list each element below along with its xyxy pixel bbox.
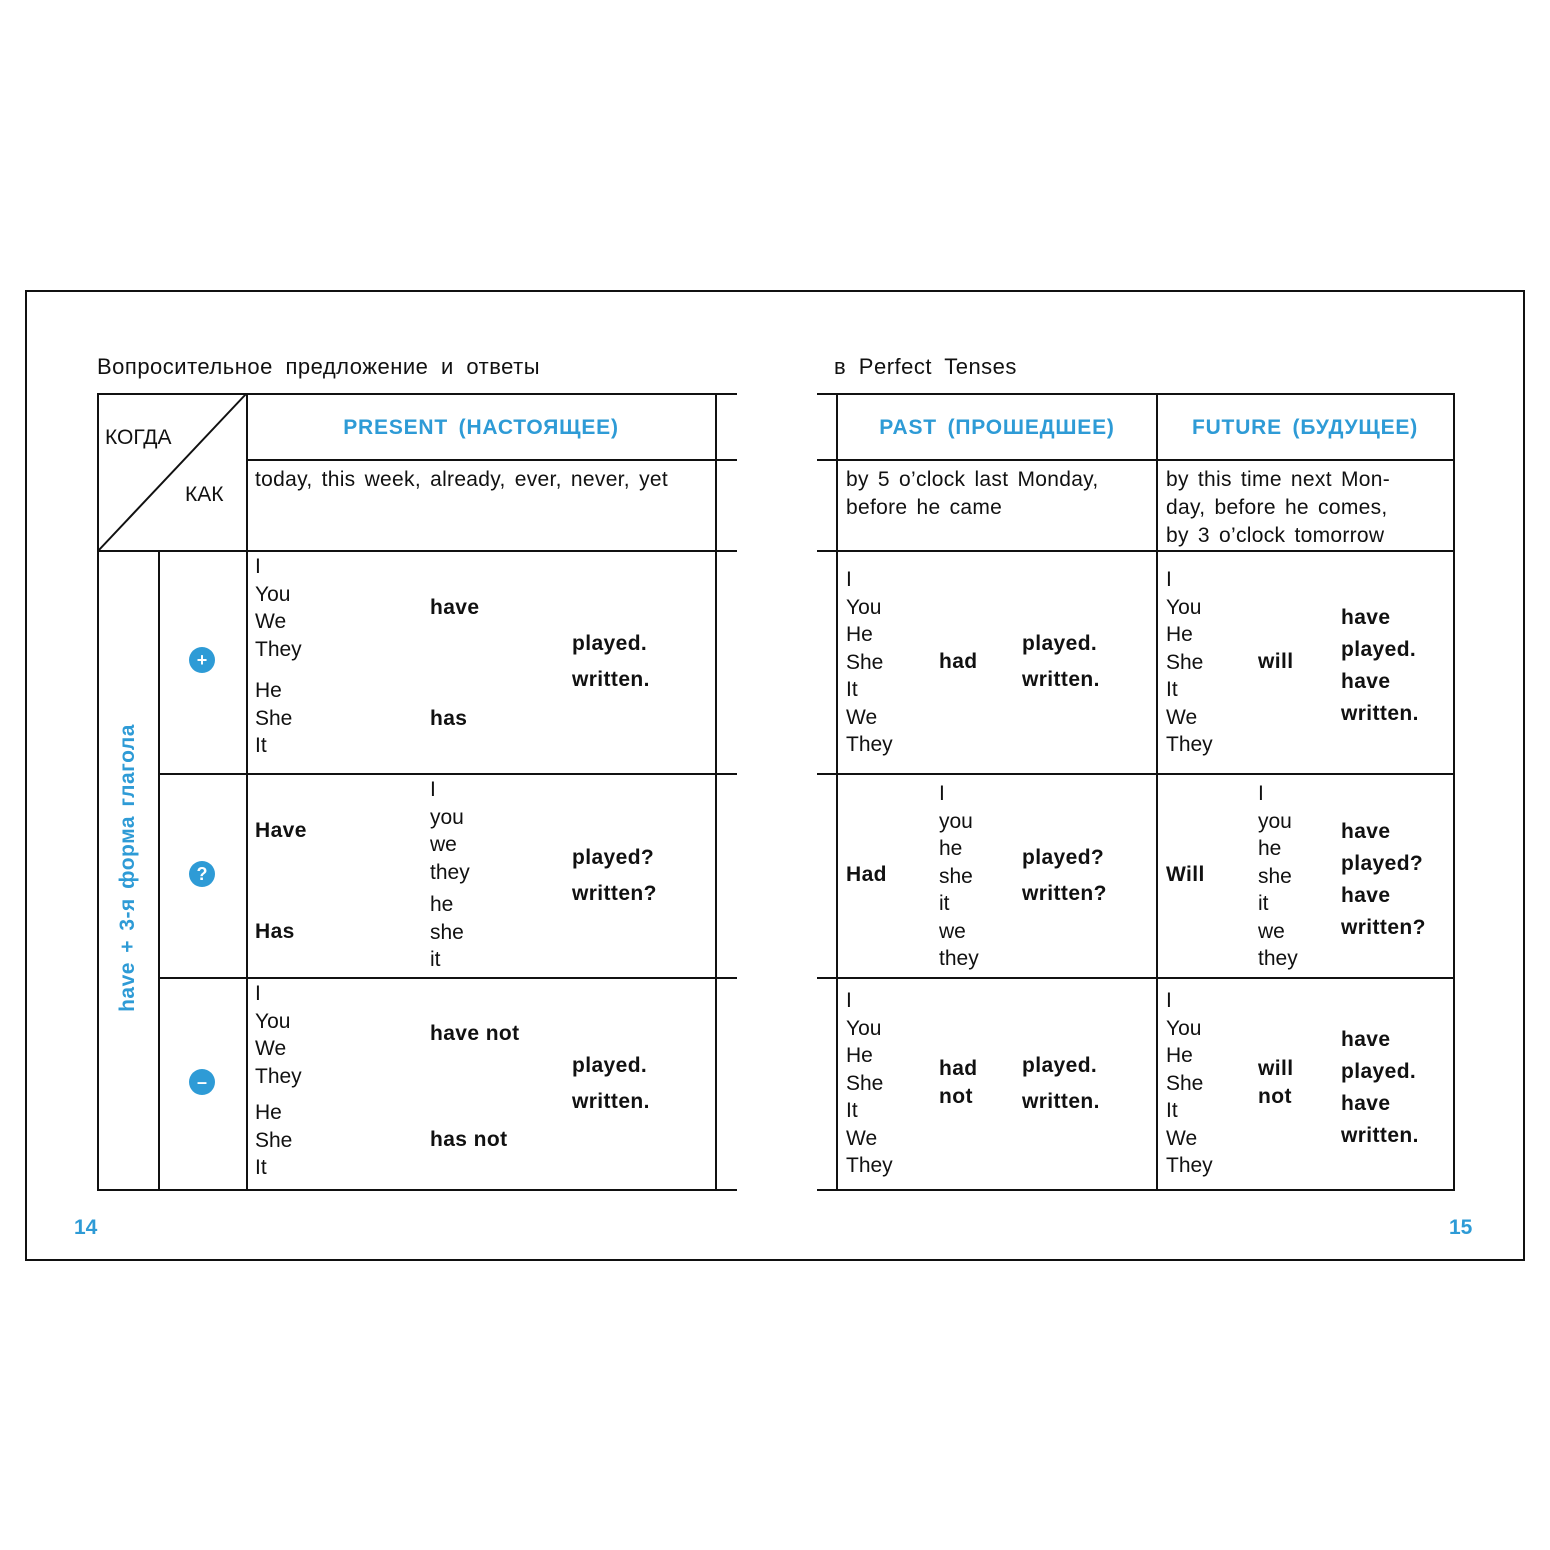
future-header: FUTURE (БУДУЩЕЕ) xyxy=(1191,416,1419,439)
plus-icon: + xyxy=(189,647,215,673)
side-label-formula: have + 3-я форма глагола xyxy=(116,724,139,1012)
present-question-verbs: played? written? xyxy=(572,846,657,905)
present-header: PRESENT (НАСТОЯЩЕЕ) xyxy=(343,416,619,439)
present-positive-aux-have: have xyxy=(430,596,480,619)
minus-icon: – xyxy=(189,1069,215,1095)
future-negative-verbs: have played. have written. xyxy=(1341,1028,1419,1147)
present-time-markers: today, this week, already, ever, never, yet xyxy=(255,468,668,491)
past-question-aux: Had xyxy=(846,863,887,886)
present-positive-pronouns-singular: He She It xyxy=(255,679,293,757)
past-positive-verbs: played. written. xyxy=(1022,632,1100,691)
past-header: PAST (ПРОШЕДШЕЕ) xyxy=(879,416,1115,439)
past-negative-pronouns: I You He She It We They xyxy=(846,989,893,1177)
future-question-verbs: have played? have written? xyxy=(1341,820,1426,939)
future-time-markers: by this time next Mon- day, before he comes, by 3 o’clock tomorrow xyxy=(1166,468,1391,547)
future-question-aux: Will xyxy=(1166,863,1205,886)
page-number-right: 15 xyxy=(1449,1216,1473,1239)
page-number-left: 14 xyxy=(74,1216,98,1239)
present-question-pronouns-plural: I you we they xyxy=(430,778,470,884)
past-negative-verbs: played. written. xyxy=(1022,1054,1100,1113)
corner-diagonal-line xyxy=(97,393,247,553)
past-question-pronouns: I you he she it we they xyxy=(939,782,979,970)
corner-label-how: КАК xyxy=(185,483,224,506)
past-positive-pronouns: I You He She It We They xyxy=(846,568,893,756)
past-positive-aux: had xyxy=(939,650,978,673)
left-page-heading: Вопросительное предложение и ответы xyxy=(97,354,541,379)
past-question-verbs: played? written? xyxy=(1022,846,1107,905)
present-positive-verbs: played. written. xyxy=(572,632,650,691)
present-positive-pronouns-plural: I You We They xyxy=(255,555,302,661)
future-negative-aux: will not xyxy=(1258,1057,1294,1108)
right-page-heading: в Perfect Tenses xyxy=(834,354,1017,379)
present-question-aux-have: Have xyxy=(255,819,307,842)
corner-label-when: КОГДА xyxy=(105,426,172,449)
present-question-pronouns-singular: he she it xyxy=(430,893,464,971)
present-negative-aux-have-not: have not xyxy=(430,1022,520,1045)
future-positive-aux: will xyxy=(1258,650,1294,673)
future-question-pronouns: I you he she it we they xyxy=(1258,782,1298,970)
present-negative-verbs: played. written. xyxy=(572,1054,650,1113)
past-time-markers: by 5 o’clock last Monday, before he came xyxy=(846,468,1099,519)
present-negative-pronouns-plural: I You We They xyxy=(255,982,302,1088)
present-question-aux-has: Has xyxy=(255,920,295,943)
present-negative-pronouns-singular: He She It xyxy=(255,1101,293,1179)
future-positive-pronouns: I You He She It We They xyxy=(1166,568,1213,756)
future-positive-verbs: have played. have written. xyxy=(1341,606,1419,725)
future-negative-pronouns: I You He She It We They xyxy=(1166,989,1213,1177)
past-negative-aux: had not xyxy=(939,1057,978,1108)
present-positive-aux-has: has xyxy=(430,707,468,730)
present-negative-aux-has-not: has not xyxy=(430,1128,508,1151)
question-icon: ? xyxy=(189,861,215,887)
